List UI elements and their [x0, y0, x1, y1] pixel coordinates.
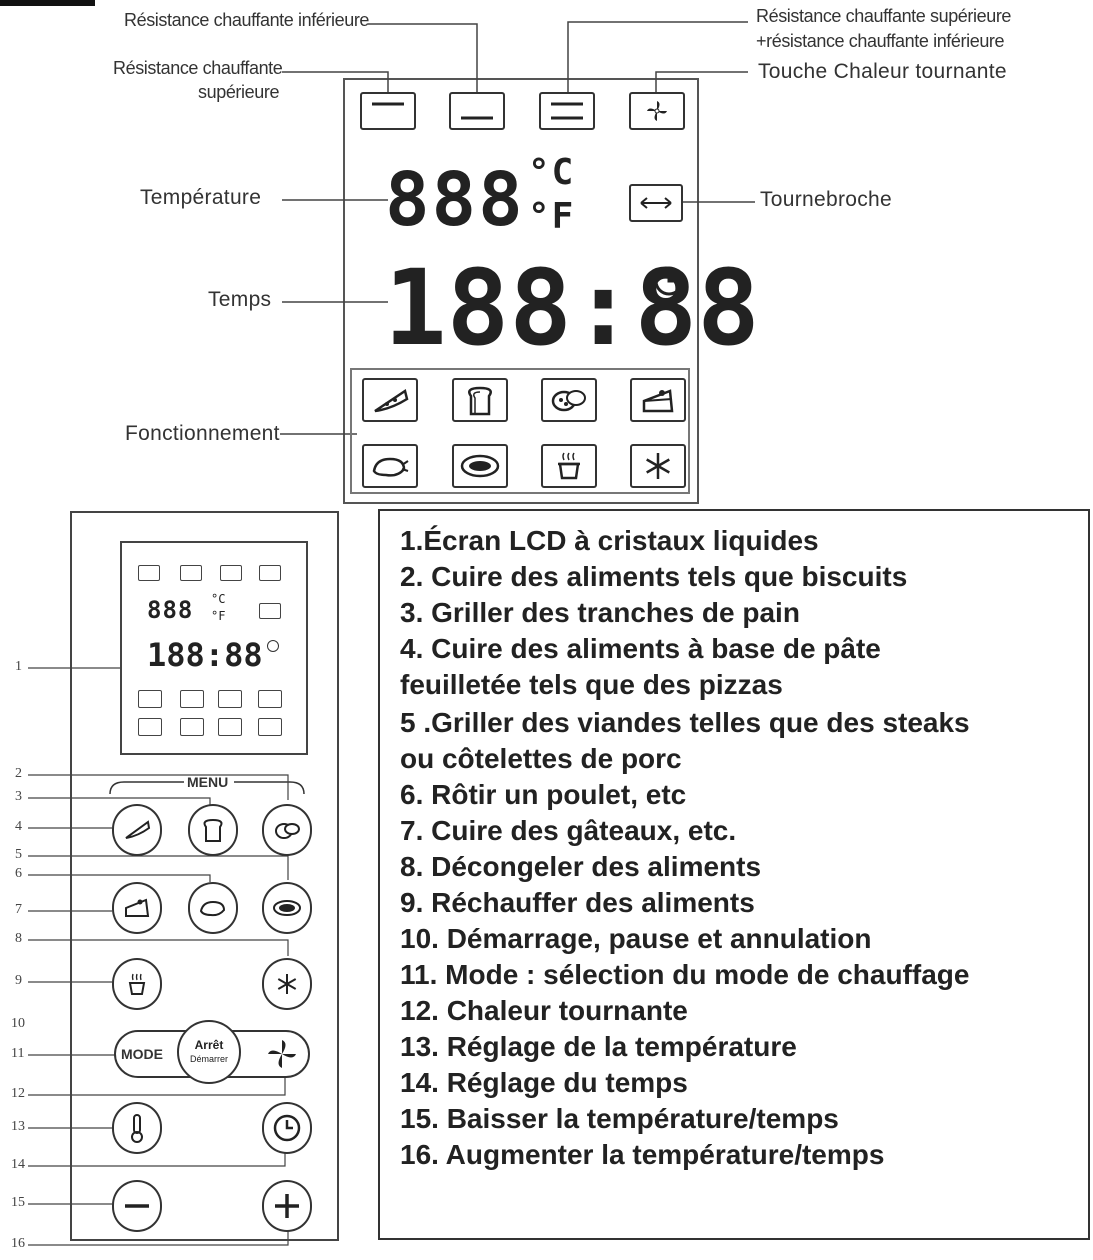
- cake-button[interactable]: [112, 882, 162, 934]
- both-elements-icon: [539, 92, 595, 130]
- clock-icon: [652, 264, 686, 303]
- callout-10: 10: [11, 1016, 25, 1031]
- convection-button[interactable]: [262, 1034, 302, 1074]
- label-temperature: Température: [140, 186, 262, 209]
- unit-fahrenheit: °F: [528, 196, 576, 237]
- warming-button[interactable]: [112, 958, 162, 1010]
- steak-button[interactable]: [262, 882, 312, 934]
- label-time: Temps: [208, 288, 272, 311]
- mini-unit-celsius: °C: [211, 592, 226, 606]
- legend-item-3: 3. Griller des tranches de pain: [400, 597, 800, 628]
- mini-temperature-digits: 888: [147, 596, 194, 624]
- legend-item-16: 16. Augmenter la température/temps: [400, 1139, 885, 1170]
- chicken-button[interactable]: [188, 882, 238, 934]
- legend-box: [378, 509, 1090, 1240]
- label-upper-element-1: Résistance chauffante: [113, 58, 283, 78]
- legend-item-5b: ou côtelettes de porc: [400, 743, 682, 774]
- fan-icon: [629, 92, 685, 130]
- callout-13: 13: [11, 1119, 25, 1134]
- callout-2: 2: [15, 766, 22, 781]
- time-digits: 188:88: [384, 247, 760, 369]
- snowflake-icon: [630, 444, 686, 488]
- callout-14: 14: [11, 1157, 25, 1172]
- legend-item-7: 7. Cuire des gâteaux, etc.: [400, 815, 737, 846]
- time-button[interactable]: [262, 1102, 312, 1154]
- mode-button[interactable]: MODE: [121, 1046, 163, 1062]
- callout-16: 16: [11, 1236, 25, 1251]
- toast-button[interactable]: [188, 804, 238, 856]
- pizza-button[interactable]: [112, 804, 162, 856]
- legend-item-12: 12. Chaleur tournante: [400, 995, 688, 1026]
- callout-6: 6: [15, 866, 22, 881]
- label-functions: Fonctionnement: [125, 422, 280, 445]
- callout-15: 15: [11, 1195, 25, 1210]
- callout-3: 3: [15, 789, 22, 804]
- label-convection: Touche Chaleur tournante: [758, 60, 1007, 83]
- legend-item-11: 11. Mode : sélection du mode de chauffage: [400, 959, 970, 990]
- label-rotisserie: Tournebroche: [760, 188, 893, 211]
- decrease-button[interactable]: [112, 1180, 162, 1232]
- temperature-digits: 888: [385, 157, 525, 243]
- legend-item-2: 2. Cuire des aliments tels que biscuits: [400, 561, 908, 592]
- callout-8: 8: [15, 931, 22, 946]
- callout-4: 4: [15, 819, 22, 834]
- cookies-button[interactable]: [262, 804, 312, 856]
- start-stop-button[interactable]: [177, 1020, 241, 1084]
- cake-icon: [630, 378, 686, 422]
- callout-11: 11: [11, 1046, 25, 1061]
- legend-item-4a: 4. Cuire des aliments à base de pâte: [400, 633, 881, 664]
- legend-item-5a: 5 .Griller des viandes telles que des steaks: [400, 707, 970, 738]
- pizza-icon: [362, 378, 418, 422]
- legend-item-15: 15. Baisser la température/temps: [400, 1103, 839, 1134]
- label-lower-element: Résistance chauffante inférieure: [124, 10, 370, 30]
- label-both-elements-1: Résistance chauffante supérieure: [756, 6, 1012, 26]
- legend-item-13: 13. Réglage de la température: [400, 1031, 797, 1062]
- menu-label: MENU: [187, 774, 229, 790]
- start-stop-label-2: Démarrer: [189, 1054, 228, 1064]
- upper-element-icon: [360, 92, 416, 130]
- legend-item-6: 6. Rôtir un poulet, etc: [400, 779, 687, 810]
- legend-item-4b: feuilletée tels que des pizzas: [400, 669, 783, 700]
- lower-element-icon: [449, 92, 505, 130]
- defrost-button[interactable]: [262, 958, 312, 1010]
- callout-5: 5: [15, 847, 22, 862]
- callout-9: 9: [15, 973, 22, 988]
- label-upper-element-2: supérieure: [198, 82, 280, 102]
- callout-12: 12: [11, 1086, 25, 1101]
- toast-icon: [452, 378, 508, 422]
- legend-list: [380, 511, 1088, 1173]
- unit-celsius: °C: [528, 152, 576, 193]
- temperature-button[interactable]: [112, 1102, 162, 1154]
- callout-7: 7: [15, 902, 22, 917]
- label-both-elements-2: +résistance chauffante inférieure: [756, 31, 1005, 51]
- start-stop-label-1: Arrêt: [194, 1038, 224, 1052]
- increase-button[interactable]: [262, 1180, 312, 1232]
- warming-pot-icon: [541, 444, 597, 488]
- legend-item-1: 1.Écran LCD à cristaux liquides: [400, 525, 819, 556]
- callout-1: 1: [15, 659, 22, 674]
- legend-item-14: 14. Réglage du temps: [400, 1067, 688, 1098]
- mini-unit-fahrenheit: °F: [211, 609, 226, 623]
- rotisserie-icon: [629, 184, 683, 222]
- steak-icon: [452, 444, 508, 488]
- chicken-icon: [362, 444, 418, 488]
- legend-item-8: 8. Décongeler des aliments: [400, 851, 762, 882]
- mini-time-digits: 188:88: [147, 636, 263, 674]
- cookies-icon: [541, 378, 597, 422]
- legend-item-10: 10. Démarrage, pause et annulation: [400, 923, 872, 954]
- legend-item-9: 9. Réchauffer des aliments: [400, 887, 755, 918]
